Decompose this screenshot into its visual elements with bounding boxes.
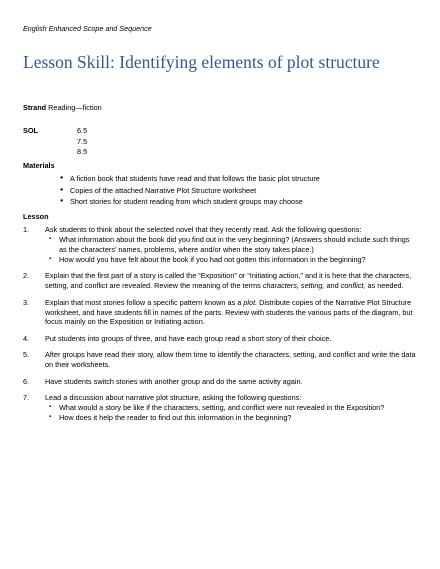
page-title: Lesson Skill: Identifying elements of plot structure <box>23 52 380 72</box>
sol-value: 7.5 <box>77 136 88 146</box>
step-question: ▪ What would a story be like if the characters, setting, and conflict were not revealed in the Exposition? <box>45 403 418 413</box>
materials-heading: Materials <box>23 161 55 170</box>
strand-label: Strand <box>23 103 47 112</box>
step-question: ▪ How would you have felt about the book if you had not gotten this information in the beginning? <box>45 255 418 265</box>
lesson-step <box>23 377 418 387</box>
step-text-part: and <box>324 281 341 291</box>
sol-label: SOL <box>23 126 38 135</box>
materials-item: ● A fiction book that students have read and that follows the basic plot structure <box>60 173 320 185</box>
step-text: Have students switch stories with another group and do the same activity again. <box>45 376 303 386</box>
lesson-step <box>23 271 418 291</box>
lesson-steps <box>23 225 418 430</box>
step-number: 5. <box>23 350 30 360</box>
strand-value: Reading—fiction <box>48 103 102 112</box>
materials-item: ● Copies of the attached Narrative Plot Structure worksheet <box>60 185 320 197</box>
step-text-part: Explain that the first part of a story is called the “Exposition” or “Initiating action,” and it is here that the characters, setting, and conflict are revealed. Review the meaning of the terms <box>45 271 412 291</box>
lesson-step <box>23 225 418 265</box>
lesson-heading: Lesson <box>23 212 49 221</box>
sol-values <box>77 126 87 158</box>
step-text-part: Explain that most stories follow a specific pattern known as a <box>45 297 244 307</box>
step-text: Lead a discussion about narrative plot structure, asking the following questions: <box>45 393 302 403</box>
sol-value: 6.5 <box>77 126 88 135</box>
step-number: 2. <box>23 271 30 281</box>
materials-item: ● Short stories for student reading from which student groups may choose <box>60 196 320 208</box>
step-number: 7. <box>23 393 30 403</box>
step-text <box>45 298 418 328</box>
term-emphasis: conflict, <box>340 281 366 291</box>
step-number: 6. <box>23 376 30 386</box>
lesson-step <box>23 393 418 423</box>
sol-value: 8.5 <box>77 147 88 157</box>
materials-list <box>60 173 320 208</box>
lesson-step <box>23 298 418 328</box>
step-number: 4. <box>23 333 30 343</box>
step-number: 1. <box>23 225 30 234</box>
step-text: Put students into groups of three, and have each group read a short story of their choice. <box>45 333 332 343</box>
running-header: English Enhanced Scope and Sequence <box>23 24 152 33</box>
step-number: 3. <box>23 297 30 307</box>
lesson-step <box>23 334 418 344</box>
step-question: ▪ How does it help the reader to find out this information in the beginning? <box>45 413 418 423</box>
step-text <box>45 271 418 291</box>
step-text: After groups have read their story, allow them time to identify the characters, setting, and conflict and write the data on their worksheets. <box>45 350 416 370</box>
step-text-part: as needed. <box>365 281 404 291</box>
strand-row <box>23 103 102 113</box>
term-emphasis: plot. <box>243 297 258 307</box>
step-text-part: Distribute copies of the Narrative Plot Structure worksheet, and have students fill in names of the parts. Review with students the various parts of the diagram, but focus mainly on the Exposition or Initiating action. <box>45 297 413 327</box>
step-text: Ask students to think about the selected novel that they recently read. Ask the following questions: <box>45 225 362 234</box>
step-question: ▪ What information about the book did you find out in the very beginning? (Answers should include such things as the characters’ names, problems, where and/or when the story takes place.) <box>45 235 418 255</box>
lesson-step <box>23 350 418 370</box>
term-emphasis: characters, setting, <box>262 281 325 291</box>
